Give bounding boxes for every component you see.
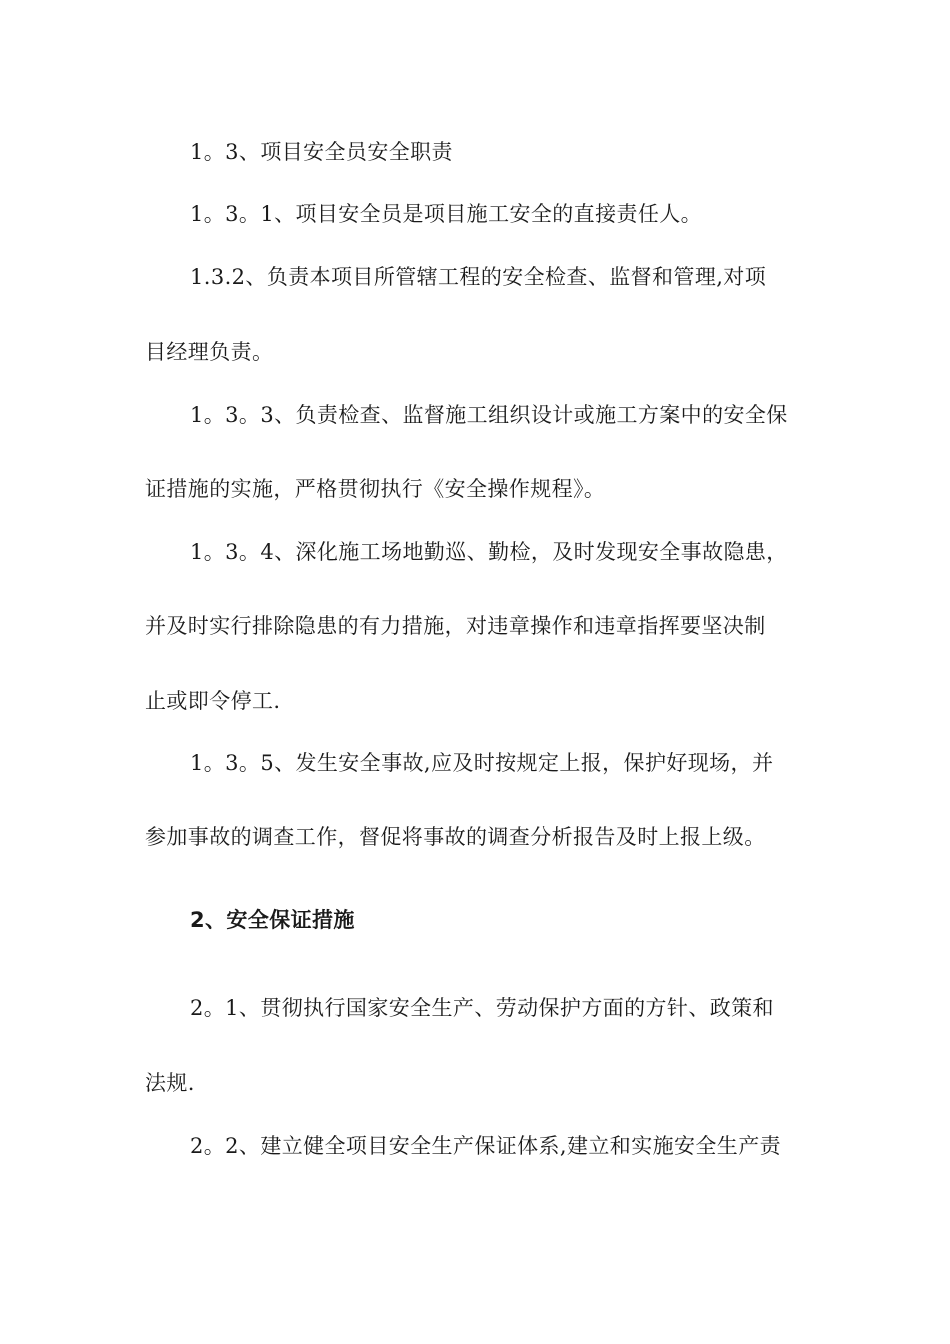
paragraph-1-3-3-line-1: 1。3。3、负责检查、监督施工组织设计或施工方案中的安全保 bbox=[190, 403, 788, 427]
paragraph-1-3-5-line-2: 参加事故的调查工作，督促将事故的调查分析报告及时上报上级。 bbox=[145, 825, 766, 849]
paragraph-1-3-4-line-3: 止或即令停工. bbox=[145, 689, 281, 713]
paragraph-1-3-4-line-2: 并及时实行排除隐患的有力措施，对违章操作和违章指挥要坚决制 bbox=[145, 614, 766, 638]
paragraph-1-3-2-line-2: 目经理负责。 bbox=[145, 340, 274, 364]
paragraph-1-3-3-line-2: 证措施的实施，严格贯彻执行《安全操作规程》。 bbox=[145, 477, 606, 501]
paragraph-1-3-5-line-1: 1。3。5、发生安全事故,应及时按规定上报，保护好现场，并 bbox=[190, 751, 774, 775]
paragraph-1-3-1: 1。3。1、项目安全员是项目施工安全的直接责任人。 bbox=[190, 202, 703, 226]
section-1-3-title: 1。3、项目安全员安全职责 bbox=[190, 140, 453, 164]
section-2-heading: 2、安全保证措施 bbox=[190, 908, 355, 932]
paragraph-2-1-line-1: 2。1、贯彻执行国家安全生产、劳动保护方面的方针、政策和 bbox=[190, 996, 774, 1020]
paragraph-2-1-line-2: 法规. bbox=[145, 1071, 195, 1095]
paragraph-1-3-4-line-1: 1。3。4、深化施工场地勤巡、勤检，及时发现安全事故隐患， bbox=[190, 540, 788, 564]
paragraph-2-2-line-1: 2。2、建立健全项目安全生产保证体系,建立和实施安全生产责 bbox=[190, 1134, 781, 1158]
paragraph-1-3-2-line-1: 1.3.2、负责本项目所管辖工程的安全检查、监督和管理,对项 bbox=[190, 265, 767, 289]
